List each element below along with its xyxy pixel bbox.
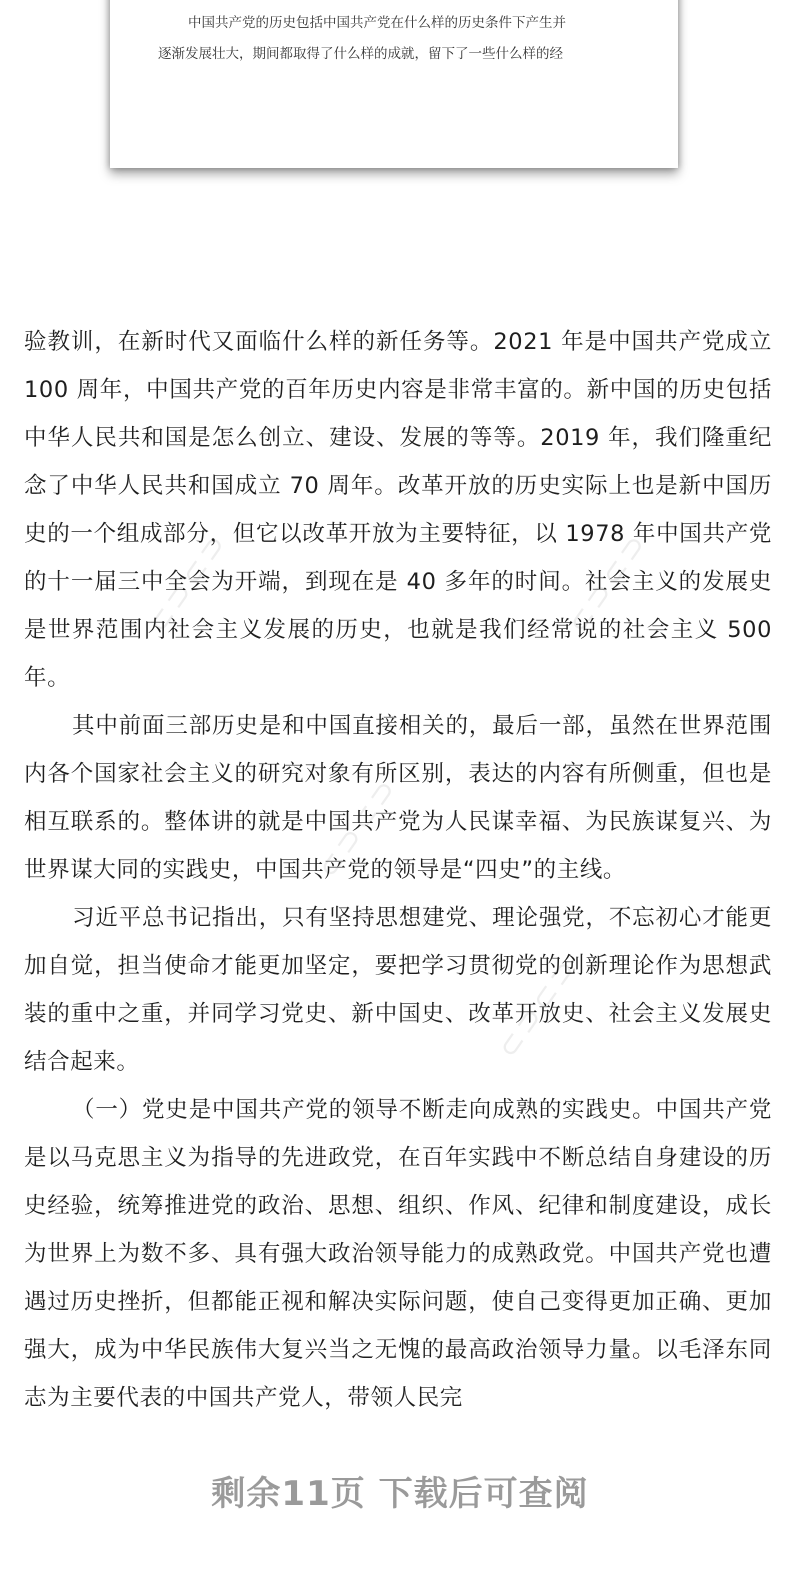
watermark: ⊂⊃⊂⊃ bbox=[560, 524, 657, 641]
paragraph: 其中前面三部历史是和中国直接相关的，最后一部，虽然在世界范围内各个国家社会主义的研究对象有所区别，表达的内容有所侧重，但也是相互联系的。整体讲的就是中国共产党为人民谋幸福、为民族谋复兴、为世界谋大同的实践史，中国共产党的领导是“四史”的主线。 bbox=[24, 713, 772, 883]
watermark: ⊂⊃⊂⊃ bbox=[140, 524, 237, 641]
preview-text-line: 中国共产党的历史包括中国共产党在什么样的历史条件下产生并 bbox=[188, 15, 566, 31]
paragraph: 验教训，在新时代又面临什么样的新任务等。2021 年是中国共产党成立 100 周年，中国共产党的百年历史内容是非常丰富的。新中国的历史包括中华人民共和国是怎么创立、建设、发展的等等。2019 年，我们隆重纪念了中华人民共和国成立 70 周年。改革开放的历史实际上也是新中国历史的一个组成部分，但它以改革开放为主要特征，以 1978 年中国共产党的十一届三中全会为开端，到现在是 40 多年的时间。社会主义的发展史是世界范围内社会主义发展的历史，也就是我们经常说的社会主义 500 年。 bbox=[24, 329, 772, 691]
watermark: ⊂⊃⊂⊃ bbox=[490, 949, 587, 1066]
watermark: ⊂⊃⊂⊃ bbox=[310, 769, 407, 886]
download-prompt-label[interactable]: 剩余11页 下载后可查阅 bbox=[211, 1473, 589, 1514]
preview-page-card bbox=[110, 0, 678, 168]
paragraph: （一）党史是中国共产党的领导不断走向成熟的实践史。中国共产党是以马克思主义为指导的先进政党，在百年实践中不断总结自身建设的历史经验，统筹推进党的政治、思想、组织、作风、纪律和制度建设，成长为世界上为数不多、具有强大政治领导能力的成熟政党。中国共产党也遭遇过历史挫折，但都能正视和解决实际问题，使自己变得更加正确、更加强大，成为中华民族伟大复兴当之无愧的最高政治领导力量。以毛泽东同志为主要代表的中国共产党人，带领人民完 bbox=[24, 1097, 772, 1411]
article-body bbox=[0, 318, 800, 1422]
paragraph: 习近平总书记指出，只有坚持思想建党、理论强党，不忘初心才能更加自觉，担当使命才能更加坚定，要把学习贯彻党的创新理论作为思想武装的重中之重，并同学习党史、新中国史、改革开放史、社会主义发展史结合起来。 bbox=[24, 905, 772, 1075]
preview-text-line: 逐渐发展壮大，期间都取得了什么样的成就，留下了一些什么样的经 bbox=[158, 46, 563, 62]
download-prompt[interactable] bbox=[0, 1455, 800, 1525]
